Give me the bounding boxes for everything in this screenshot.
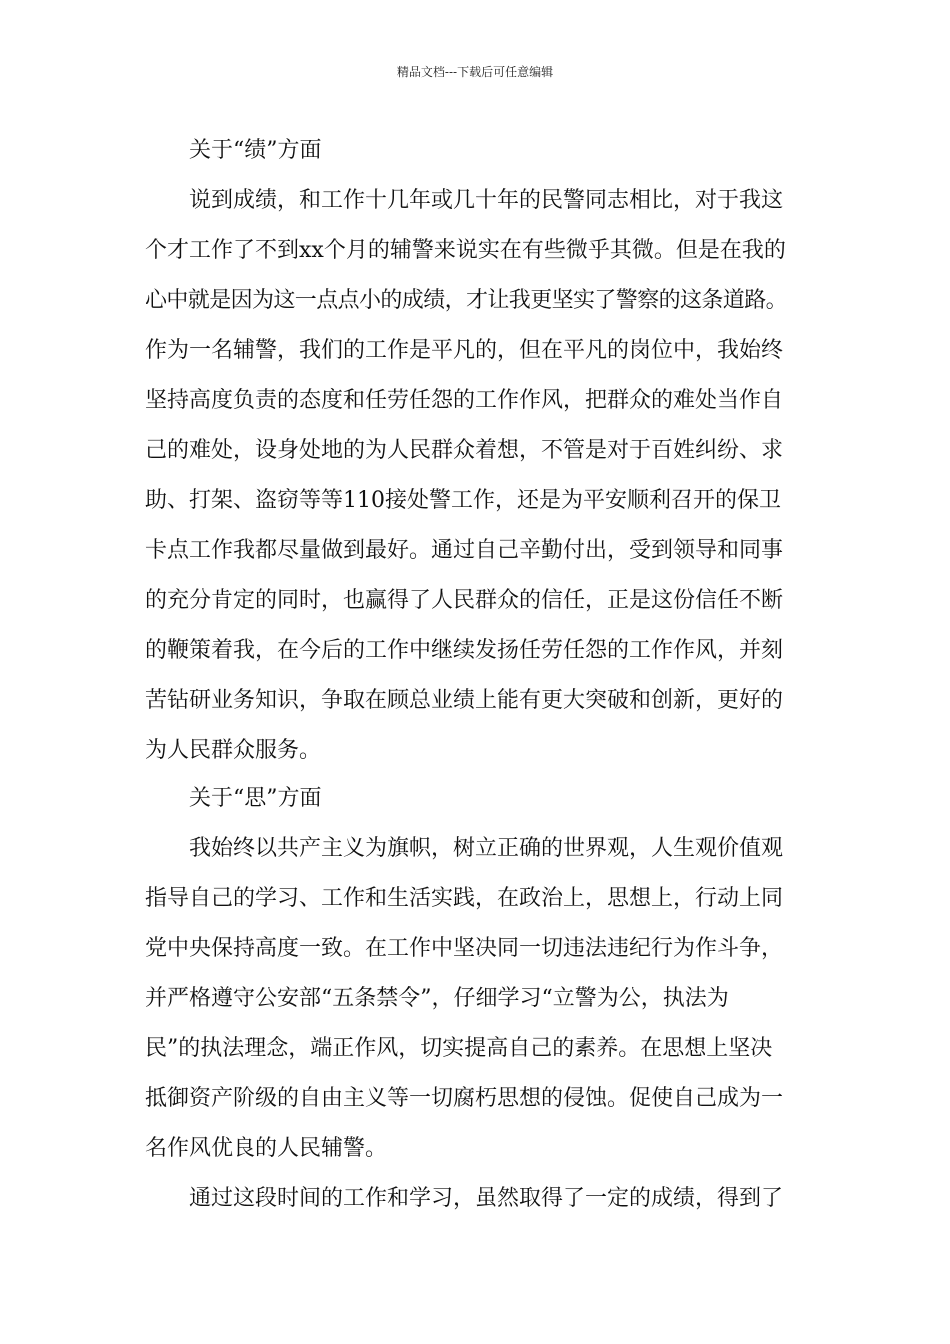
paragraph-line: 心中就是因为这一点点小的成绩，才让我更坚实了警察的这条道路。 <box>145 288 788 313</box>
section-heading: 关于“绩”方面 <box>189 138 322 163</box>
paragraph-line: 通过这段时间的工作和学习，虽然取得了一定的成绩，得到了 <box>189 1186 784 1211</box>
paragraph-line: 个才工作了不到xx个月的辅警来说实在有些微乎其微。但是在我的 <box>145 238 786 263</box>
paragraph-line: 卡点工作我都尽量做到最好。通过自己辛勤付出，受到领导和同事 <box>145 538 784 563</box>
paragraph-line: 名作风优良的人民辅警。 <box>145 1136 388 1161</box>
paragraph-line: 苦钻研业务知识，争取在顾总业绩上能有更大突破和创新，更好的 <box>145 688 784 713</box>
paragraph-line: 作为一名辅警，我们的工作是平凡的，但在平凡的岗位中，我始终 <box>145 338 784 363</box>
page-header: 精品文档---下载后可任意编辑 <box>396 65 554 79</box>
paragraph-line: 坚持高度负责的态度和任劳任怨的工作作风，把群众的难处当作自 <box>145 388 784 413</box>
paragraph-line: 民”的执法理念，端正作风，切实提高自己的素养。在思想上坚决 <box>145 1036 773 1061</box>
paragraph-line: 说到成绩，和工作十几年或几十年的民警同志相比，对于我这 <box>189 188 784 213</box>
paragraph-line: 己的难处，设身处地的为人民群众着想，不管是对于百姓纠纷、求 <box>145 438 784 463</box>
paragraph-line: 为人民群众服务。 <box>145 738 322 763</box>
paragraph-line: 我始终以共产主义为旗帜，树立正确的世界观，人生观价值观 <box>189 836 784 861</box>
paragraph-line: 的鞭策着我，在今后的工作中继续发扬任劳任怨的工作作风，并刻 <box>145 638 784 663</box>
paragraph-line: 指导自己的学习、工作和生活实践，在政治上，思想上，行动上同 <box>145 886 784 911</box>
paragraph-line: 助、打架、盗窃等等110接处警工作，还是为平安顺利召开的保卫 <box>145 488 781 513</box>
paragraph-line: 抵御资产阶级的自由主义等一切腐朽思想的侵蚀。促使自己成为一 <box>145 1086 784 1111</box>
paragraph-line: 的充分肯定的同时，也赢得了人民群众的信任，正是这份信任不断 <box>145 588 784 613</box>
section-heading: 关于“思”方面 <box>189 786 322 811</box>
paragraph-line: 党中央保持高度一致。在工作中坚决同一切违法违纪行为作斗争， <box>145 936 784 961</box>
paragraph-line: 并严格遵守公安部“五条禁令”，仔细学习“立警为公，执法为 <box>145 986 729 1011</box>
